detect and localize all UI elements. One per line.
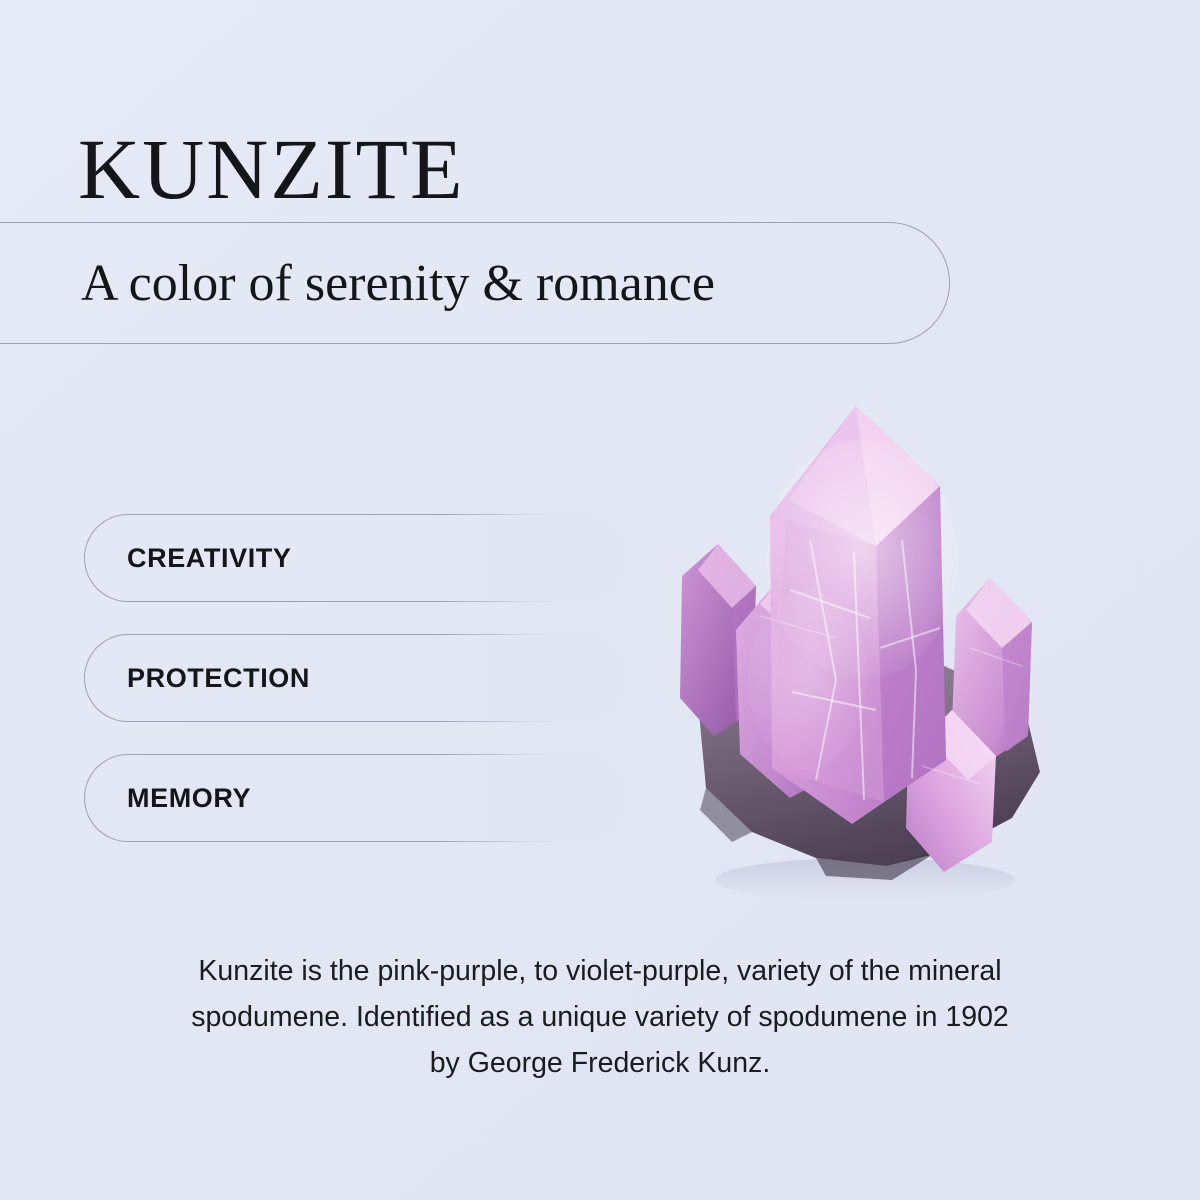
description-text <box>80 948 1120 1086</box>
trait-label: CREATIVITY <box>127 542 292 573</box>
trait-label: MEMORY <box>127 782 252 813</box>
trait-pill-protection <box>84 634 624 722</box>
trait-pill-memory <box>84 754 624 842</box>
trait-pill-creativity <box>84 514 624 602</box>
description-line-2: spodumene. Identified as a unique variety of spodumene in 1902 <box>191 1001 1009 1034</box>
kunzite-crystal-image <box>640 380 1080 910</box>
kunzite-crystal-illustration <box>640 380 1080 910</box>
trait-list <box>84 514 624 874</box>
description-line-3: by George Frederick Kunz. <box>429 1047 771 1080</box>
tagline-text: A color of serenity & romance <box>81 254 715 312</box>
tagline-pill <box>0 222 950 344</box>
page-title: KUNZITE <box>78 120 465 217</box>
description-line-1: Kunzite is the pink-purple, to violet-purple, variety of the mineral <box>198 955 1002 987</box>
trait-label: PROTECTION <box>127 662 311 693</box>
